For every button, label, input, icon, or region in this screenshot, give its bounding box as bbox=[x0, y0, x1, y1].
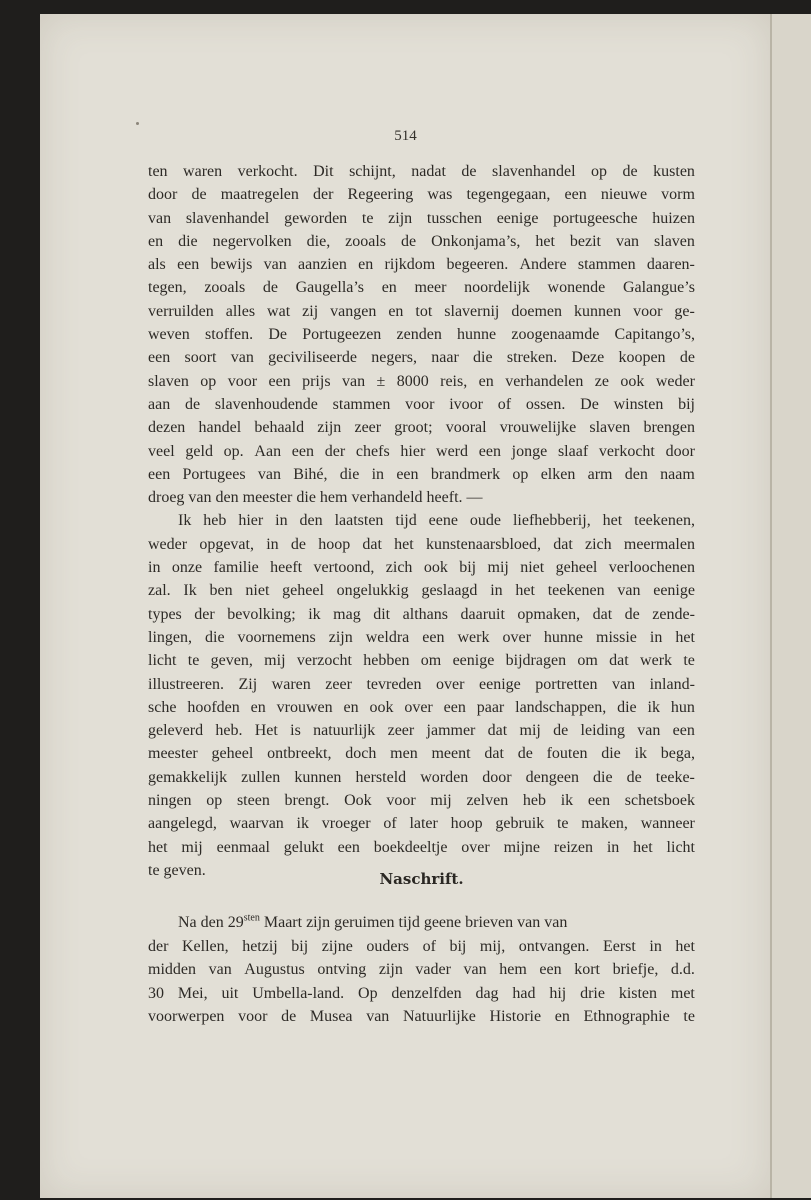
text-line: zal. Ik ben niet geheel ongelukkig geslaagd in het teekenen van eenige bbox=[148, 582, 695, 600]
text-line: midden van Augustus ontving zijn vader van hem een kort briefje, d.d. bbox=[148, 961, 695, 979]
text-line: gemakkelijk zullen kunnen hersteld worden door dengeen die de teeke- bbox=[148, 768, 695, 786]
text-line: een Portugees van Bihé, die in een brandmerk op elken arm den naam bbox=[148, 465, 695, 483]
text-line: licht te geven, mij verzocht hebben om eenige bijdragen om dat werk te bbox=[148, 652, 695, 670]
text-fragment: Maart zijn geruimen tijd geene brieven van van bbox=[259, 914, 568, 931]
text-line: voorwerpen voor de Musea van Natuurlijke Historie en Ethnographie te bbox=[148, 1008, 695, 1026]
text-line: ten waren verkocht. Dit schijnt, nadat de slavenhandel op de kusten bbox=[148, 163, 695, 180]
body-text bbox=[148, 160, 695, 882]
text-line: illustreeren. Zij waren zeer tevreden over eenige portretten van inland- bbox=[148, 675, 695, 693]
text-line: veel geld op. Aan een der chefs hier werd een jonge slaaf verkocht door bbox=[148, 442, 695, 460]
text-line: types der bevolking; ik mag dit althans daaruit opmaken, dat de zende- bbox=[148, 605, 695, 623]
text-line: een soort van geciviliseerde negers, naar die streken. Deze koopen de bbox=[148, 349, 695, 367]
text-line: in onze familie heeft vertoond, zich ook bij mij niet geheel verloochenen bbox=[148, 559, 695, 577]
page-number: 514 bbox=[394, 128, 417, 144]
text-line: geleverd heb. Het is natuurlijk zeer jammer dat mij de leiding van een bbox=[148, 722, 695, 740]
text-line: lingen, die voornemens zijn weldra een werk over hunne missie in het bbox=[148, 628, 695, 646]
text-line: meester geheel ontbreekt, doch men meent dat de fouten die ik bega, bbox=[148, 745, 695, 763]
text-line: door de maatregelen der Regeering was tegengegaan, een nieuwe vorm bbox=[148, 186, 695, 204]
text-line: der Kellen, hetzij bij zijne ouders of bij mij, ontvangen. Eerst in het bbox=[148, 937, 695, 955]
text-line: droeg van den meester die hem verhandeld heeft. — bbox=[148, 489, 483, 507]
text-line: tegen, zooals de Gaugella’s en meer noordelijk wonende Galangue’s bbox=[148, 279, 695, 297]
text-line: ningen op steen brengt. Ook voor mij zelven heb ik een schetsboek bbox=[148, 792, 695, 810]
text-line: sche hoofden en vrouwen en ook over een paar landschappen, die ik hun bbox=[148, 698, 695, 716]
text-line: verruilden alles wat zij vangen en tot slavernij doemen kunnen voor ge- bbox=[148, 302, 695, 320]
text-line: 30 Mei, uit Umbella-land. Op denzelfden dag had hij drie kisten met bbox=[148, 984, 695, 1002]
text-line: aangelegd, waarvan ik vroeger of later hoop gebruik te maken, wanneer bbox=[148, 815, 695, 833]
text-line: het mij eenmaal gelukt een boekdeeltje over mijne reizen in het licht bbox=[148, 838, 695, 856]
paper-speck bbox=[136, 122, 139, 125]
text-line: weven stoffen. De Portugeezen zenden hunne zoogenaamde Capitango’s, bbox=[148, 326, 695, 344]
text-line: als een bewijs van aanzien en rijkdom begeeren. Andere stammen daaren- bbox=[148, 256, 695, 274]
text-line: van slavenhandel geworden te zijn tusschen eenige portugeesche huizen bbox=[148, 209, 695, 227]
text-line: te geven. bbox=[148, 861, 206, 879]
text-line bbox=[148, 911, 695, 935]
superscript: sten bbox=[243, 912, 260, 924]
text-line: weder opgevat, in de hoop dat het kunstenaarsbloed, dat zich meermalen bbox=[148, 535, 695, 553]
postscript-text bbox=[148, 911, 695, 1029]
next-page-edge bbox=[770, 14, 811, 1198]
text-line: Ik heb hier in den laatsten tijd eene oude liefhebberij, het teekenen, bbox=[178, 512, 695, 530]
text-line: dezen handel behaald zijn zeer groot; vooral vrouwelijke slaven brengen bbox=[148, 419, 695, 437]
text-line: aan de slavenhoudende stammen voor ivoor of ossen. De winsten bij bbox=[148, 395, 695, 413]
text-line: en die negervolken die, zooals de Onkonjama’s, het bezit van slaven bbox=[148, 232, 695, 250]
section-heading: Naschrift. bbox=[379, 870, 464, 888]
text-fragment: Na den 29 bbox=[178, 914, 244, 931]
text-line: slaven op voor een prijs van ± 8000 reis, en verhandelen ze ook weder bbox=[148, 372, 695, 390]
